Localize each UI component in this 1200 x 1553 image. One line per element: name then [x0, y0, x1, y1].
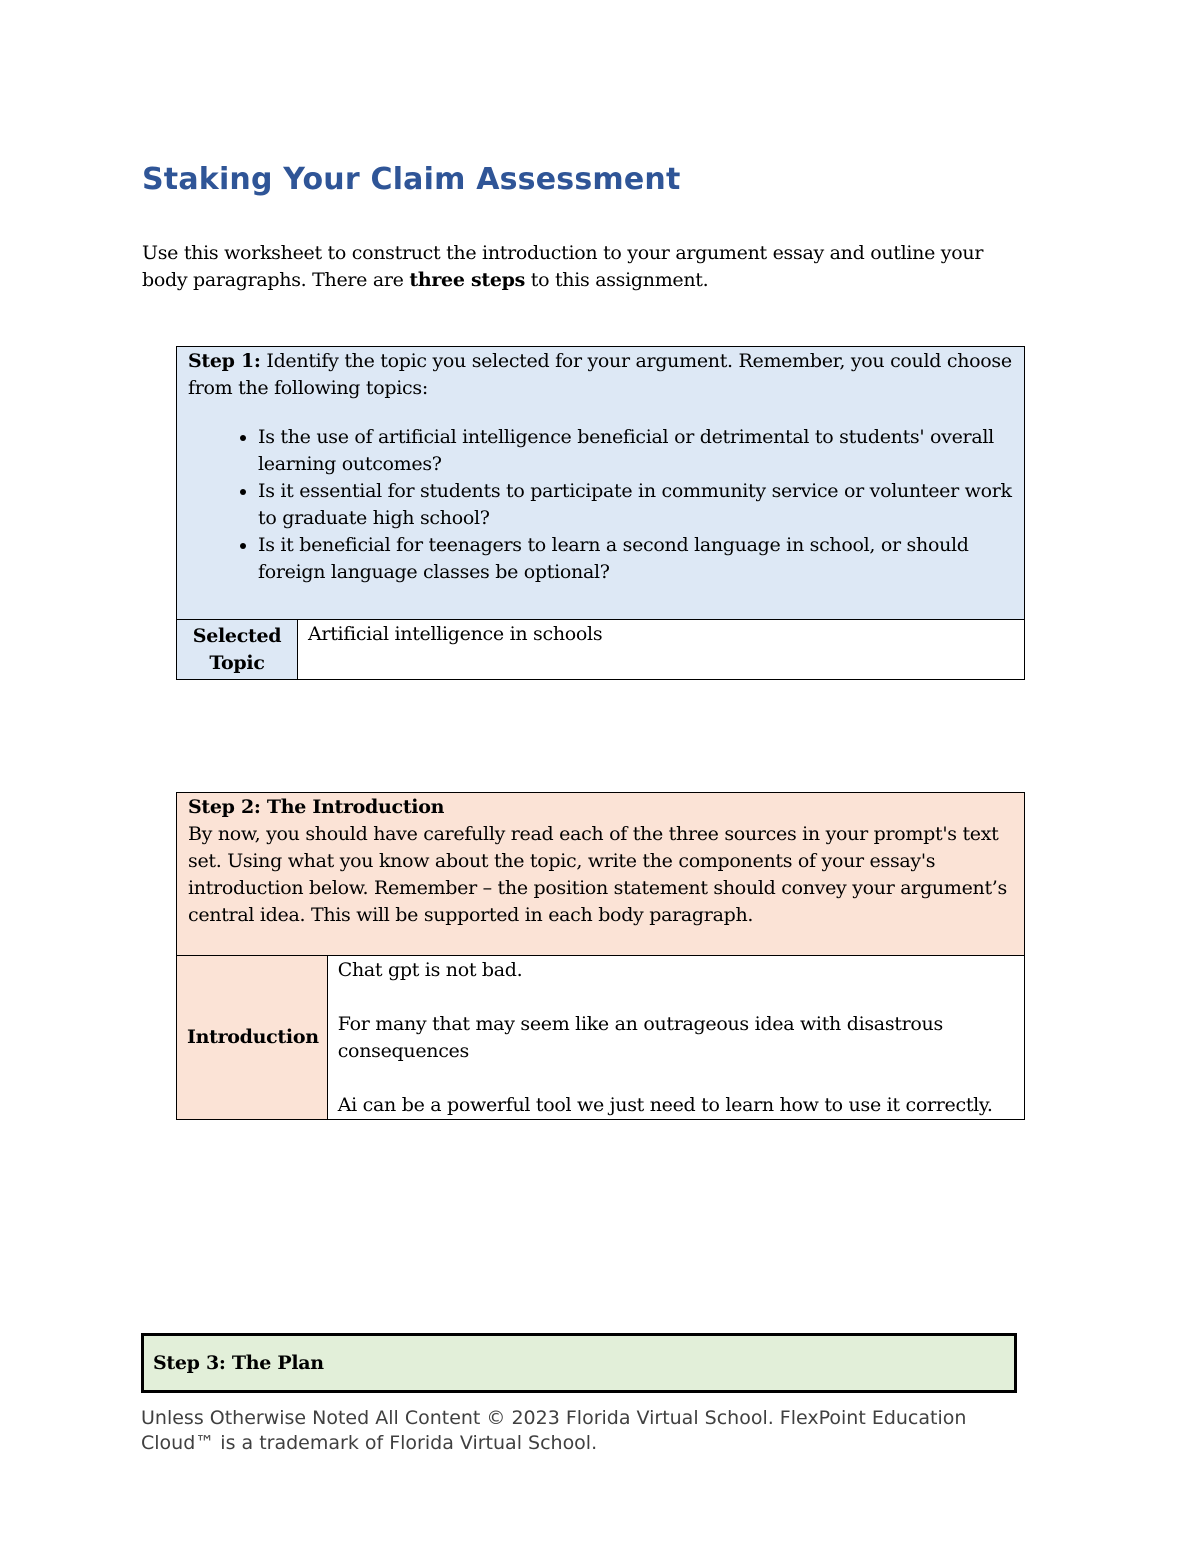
- instructions-bold: three steps: [409, 269, 525, 291]
- selected-topic-label: Selected Topic: [177, 620, 298, 680]
- step3-box: [141, 1333, 1017, 1393]
- step1-label: Step 1:: [188, 350, 261, 372]
- copyright-footer: Unless Otherwise Noted All Content © 2023 Florida Virtual School. FlexPoint Education Cloud™ is a trademark of Florida Virtual School.: [141, 1407, 967, 1454]
- instructions-text-end: to this assignment.: [525, 269, 709, 291]
- step1-table: [176, 346, 1025, 680]
- step2-instructions: By now, you should have carefully read each of the three sources in your prompt's text set. Using what you know about the topic, write the components of your essay's introduction below. Remember – the position statement should convey your argument’s central idea. This will be supported in each body paragraph.: [188, 823, 1007, 926]
- topic-item: • Is it beneficial for teenagers to learn a second language in school, or should foreign language classes be optional?: [258, 532, 1012, 586]
- step1-instructions: Identify the topic you selected for your argument. Remember, you could choose from the following topics:: [188, 350, 1012, 399]
- introduction-field[interactable]: [327, 956, 1024, 1120]
- step2-prompt-cell: [177, 793, 1025, 956]
- introduction-position: Ai can be a powerful tool we just need to learn how to use it correctly.: [337, 1094, 993, 1116]
- step1-prompt-cell: [177, 347, 1025, 620]
- step2-label: Step 2: The Introduction: [188, 796, 445, 818]
- topic-item: • Is the use of artificial intelligence beneficial or detrimental to students' overall learning outcomes?: [258, 424, 1012, 478]
- instructions-text: Use this worksheet to construct the introduction to your argument essay and outline your body paragraphs. There are: [142, 242, 984, 291]
- introduction-context: For many that may seem like an outrageous idea with disastrous consequences: [337, 1013, 943, 1062]
- introduction-hook: Chat gpt is not bad.: [337, 959, 523, 981]
- topic-item: • Is it essential for students to participate in community service or volunteer work to graduate high school?: [258, 478, 1012, 532]
- page-title: Staking Your Claim Assessment: [142, 162, 681, 197]
- topic-list: [188, 424, 1012, 586]
- worksheet-instructions: [142, 240, 1002, 294]
- step2-table: [176, 792, 1025, 1120]
- introduction-label: Introduction: [177, 956, 328, 1120]
- step3-label: Step 3: The Plan: [153, 1352, 324, 1374]
- selected-topic-field[interactable]: Artificial intelligence in schools: [298, 620, 1025, 680]
